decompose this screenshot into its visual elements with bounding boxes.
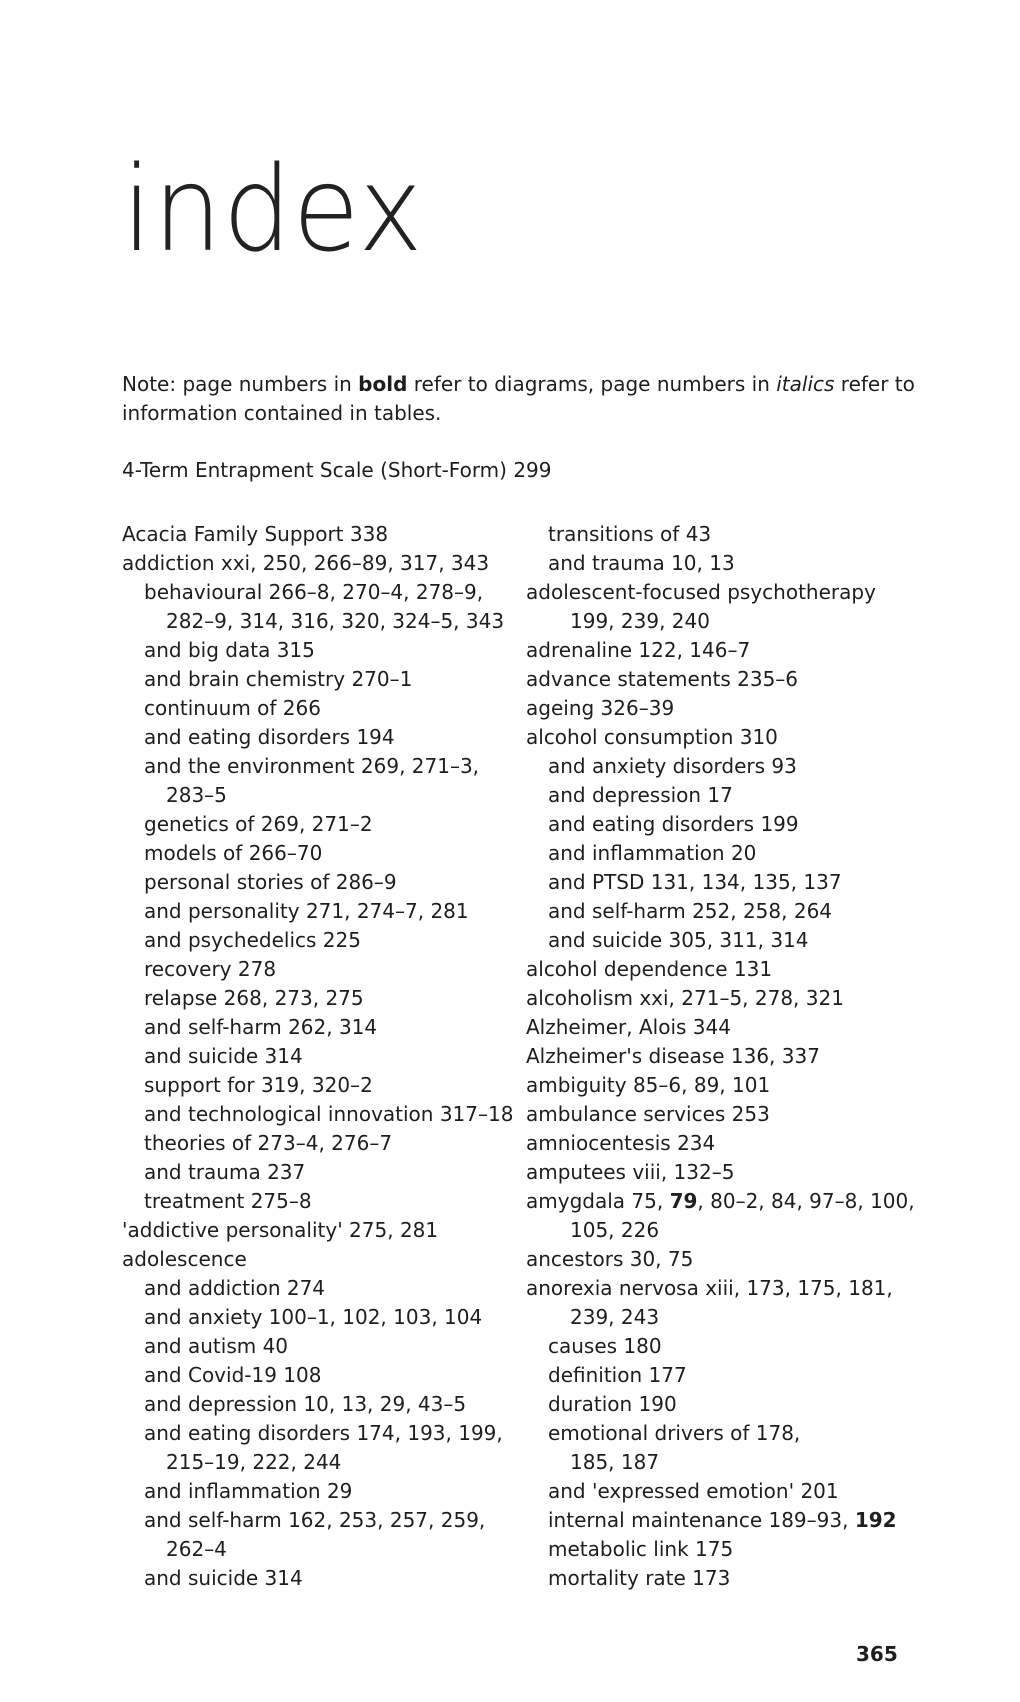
page-number: 365 [856,1642,898,1666]
index-entry: Alzheimer, Alois 344 [526,1015,731,1039]
index-entry: and self-harm 262, 314 [144,1015,378,1039]
index-entry: and eating disorders 194 [144,725,395,749]
index-entry: and trauma 237 [144,1160,306,1184]
index-entry: and depression 10, 13, 29, 43–5 [144,1392,467,1416]
index-entry: and brain chemistry 270–1 [144,667,413,691]
index-note [122,370,922,428]
note-bold-word: bold [358,372,408,396]
index-entry: and psychedelics 225 [144,928,361,952]
index-entry: and trauma 10, 13 [548,551,735,575]
index-entry: duration 190 [548,1392,677,1416]
index-entry: advance statements 235–6 [526,667,799,691]
index-entry: and depression 17 [548,783,733,807]
index-entry: support for 319, 320–2 [144,1073,373,1097]
index-entry: models of 266–70 [144,841,323,865]
index-entry: amniocentesis 234 [526,1131,716,1155]
index-entry: and suicide 314 [144,1566,303,1590]
index-entry: genetics of 269, 271–2 [144,812,373,836]
index-entry: continuum of 266 [144,696,321,720]
index-entry: 105, 226 [570,1218,660,1242]
bold-page-ref: 79 [669,1189,698,1213]
index-entry: emotional drivers of 178, [548,1421,801,1445]
index-entry: and inflammation 20 [548,841,757,865]
index-entry: amputees viii, 132–5 [526,1160,735,1184]
page-heading: index [122,140,424,278]
index-entry: and eating disorders 174, 193, 199, [144,1421,503,1445]
index-entry: ancestors 30, 75 [526,1247,694,1271]
index-entry: 199, 239, 240 [570,609,710,633]
index-entry: ageing 326–39 [526,696,675,720]
note-text-3: refer to information contained in tables. [122,372,915,425]
bold-page-ref: 192 [854,1508,897,1532]
index-entry: anorexia nervosa xiii, 173, 175, 181, [526,1276,893,1300]
index-entry: Alzheimer's disease 136, 337 [526,1044,820,1068]
index-entry: and anxiety disorders 93 [548,754,797,778]
index-entry: and PTSD 131, 134, 135, 137 [548,870,842,894]
index-entry: adolescence [122,1247,247,1271]
index-column-left [122,520,522,1593]
index-entry: 'addictive personality' 275, 281 [122,1218,439,1242]
index-entry: treatment 275–8 [144,1189,312,1213]
index-entry: and the environment 269, 271–3, [144,754,480,778]
index-entry: alcohol dependence 131 [526,957,773,981]
index-entry: relapse 268, 273, 275 [144,986,364,1010]
index-entry: addiction xxi, 250, 266–89, 317, 343 [122,551,490,575]
index-entry: 283–5 [166,783,227,807]
index-entry: metabolic link 175 [548,1537,734,1561]
index-entry: and self-harm 252, 258, 264 [548,899,833,923]
index-column-right [526,520,946,1593]
index-entry: 282–9, 314, 316, 320, 324–5, 343 [166,609,505,633]
index-entry: and Covid-19 108 [144,1363,322,1387]
entry-text: amygdala 75, [526,1189,670,1213]
entry-text: internal maintenance 189–93, [548,1508,855,1532]
index-entry: and technological innovation 317–18 [144,1102,514,1126]
note-italic-word: italics [776,372,835,396]
index-entry: theories of 273–4, 276–7 [144,1131,393,1155]
index-entry: 185, 187 [570,1450,660,1474]
index-entry: recovery 278 [144,957,277,981]
index-entry: ambulance services 253 [526,1102,770,1126]
index-entry: definition 177 [548,1363,687,1387]
index-entry: causes 180 [548,1334,662,1358]
index-entry: and self-harm 162, 253, 257, 259, [144,1508,486,1532]
index-entry: transitions of 43 [548,522,712,546]
index-entry: and eating disorders 199 [548,812,799,836]
index-entry: 239, 243 [570,1305,660,1329]
index-entry: and anxiety 100–1, 102, 103, 104 [144,1305,483,1329]
index-entry: and suicide 314 [144,1044,303,1068]
index-entry: and autism 40 [144,1334,289,1358]
index-entry: 215–19, 222, 244 [166,1450,342,1474]
index-entry: alcoholism xxi, 271–5, 278, 321 [526,986,844,1010]
index-entry: ambiguity 85–6, 89, 101 [526,1073,771,1097]
index-entry: Acacia Family Support 338 [122,522,389,546]
index-entry: personal stories of 286–9 [144,870,397,894]
index-entry [526,1506,946,1535]
index-entry: 262–4 [166,1537,227,1561]
index-entry: alcohol consumption 310 [526,725,778,749]
note-text-2: refer to diagrams, page numbers in [407,372,777,396]
index-entry: adolescent-focused psychotherapy [526,580,876,604]
note-text-1: Note: page numbers in [122,372,359,396]
index-entry: and suicide 305, 311, 314 [548,928,809,952]
index-entry: and addiction 274 [144,1276,326,1300]
entry-text: , 80–2, 84, 97–8, 100, [697,1189,915,1213]
index-entry: and big data 315 [144,638,315,662]
index-entry: adrenaline 122, 146–7 [526,638,751,662]
index-entry: and inflammation 29 [144,1479,353,1503]
index-entry [526,1187,946,1216]
index-entry: and 'expressed emotion' 201 [548,1479,839,1503]
index-entry: and personality 271, 274–7, 281 [144,899,469,923]
index-entry: mortality rate 173 [548,1566,731,1590]
index-entry: behavioural 266–8, 270–4, 278–9, [144,580,484,604]
index-entry-4-term: 4-Term Entrapment Scale (Short-Form) 299 [122,458,552,482]
